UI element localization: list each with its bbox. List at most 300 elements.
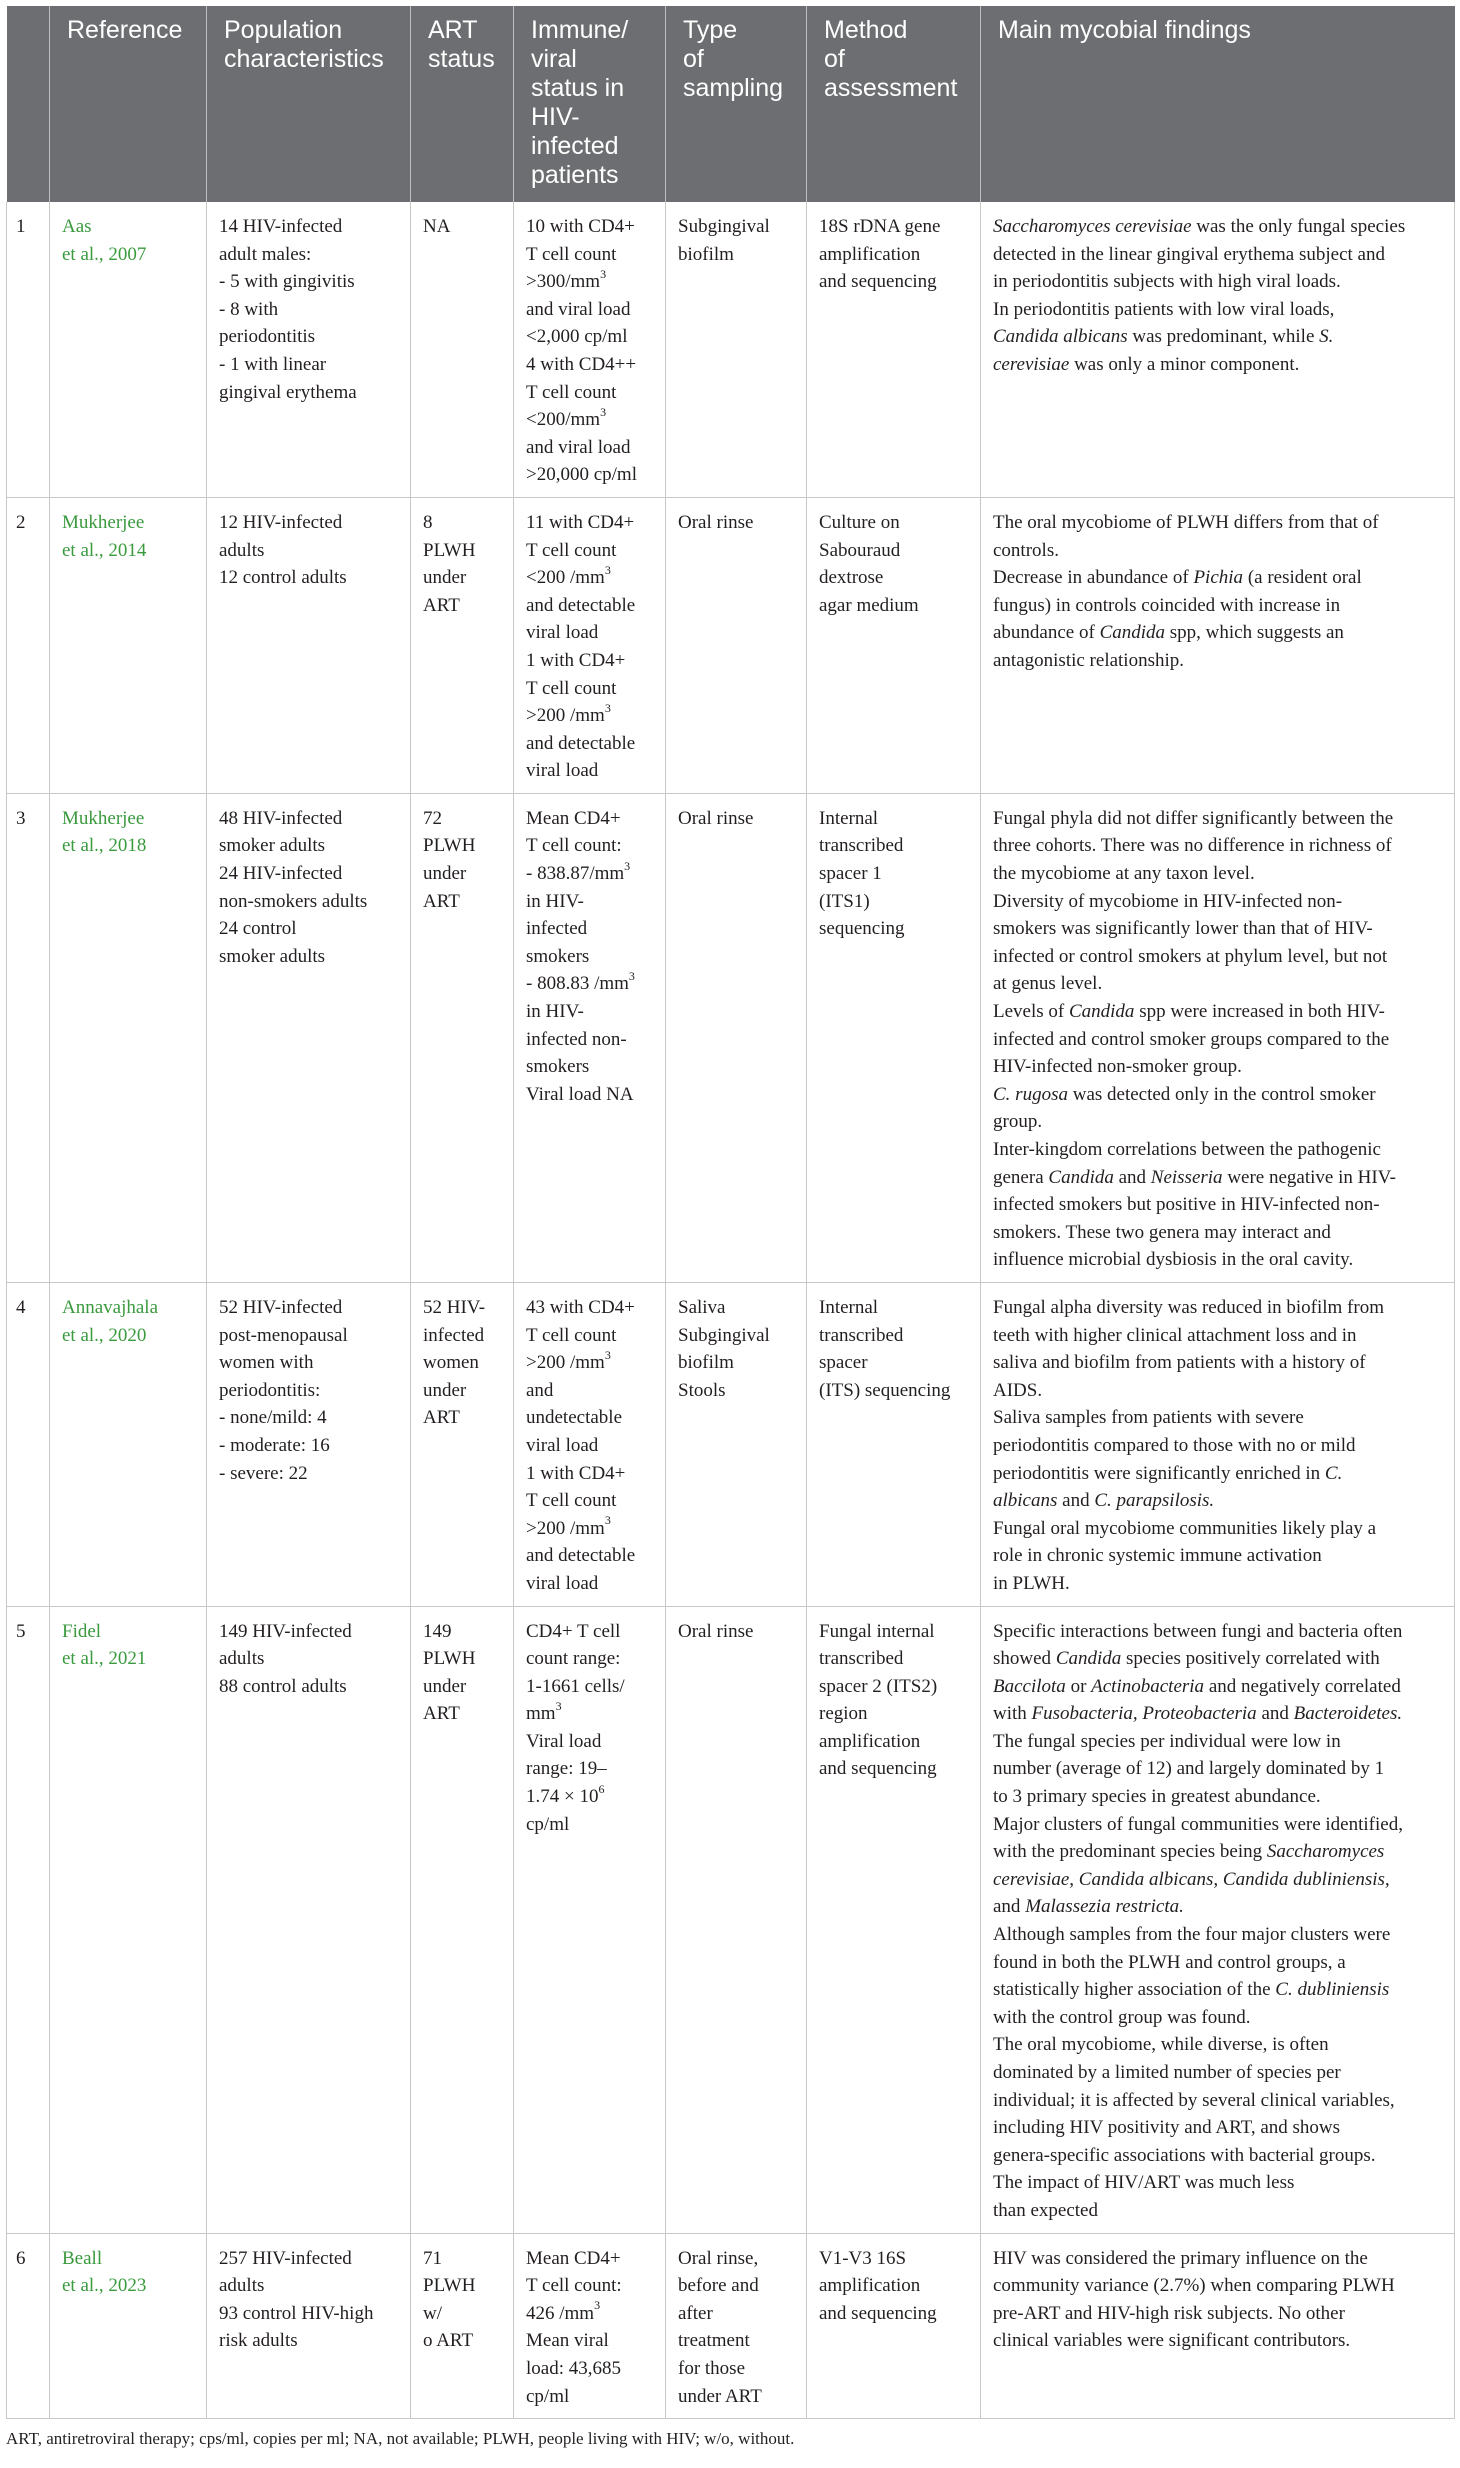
findings-text: or: [1065, 1675, 1092, 1697]
findings-text: the mycobiome at any taxon level.: [993, 863, 1255, 885]
findings-line: [993, 1893, 1446, 1921]
findings-line: [993, 2327, 1446, 2355]
superscript: 3: [555, 1698, 562, 1713]
findings-text: was only a minor component.: [1069, 353, 1300, 375]
immune-status-line: [526, 2245, 657, 2273]
findings-line: [993, 1921, 1446, 1949]
sampling-line: Saliva: [678, 1296, 726, 1318]
superscript: 3: [600, 404, 607, 419]
art-status-line: PLWH: [423, 835, 476, 857]
findings-text: antagonistic relationship.: [993, 649, 1185, 671]
method-line: V1-V3 16S: [819, 2247, 907, 2269]
findings-line: [993, 1542, 1446, 1570]
population-cell: [207, 1606, 411, 2233]
findings-line: [993, 2142, 1446, 2170]
population-line: 52 HIV-infected: [219, 1296, 343, 1318]
reference-line: et al., 2007: [62, 243, 147, 265]
immune-status-text: and detectable: [526, 594, 636, 616]
findings-line: [993, 1838, 1446, 1866]
findings-text: infected smokers but positive in HIV-infected non-: [993, 1194, 1380, 1216]
method-line: dextrose: [819, 567, 884, 589]
method-line: and sequencing: [819, 1758, 937, 1780]
immune-status-text: undetectable: [526, 1407, 623, 1429]
sampling-cell: [666, 2233, 807, 2419]
immune-status-line: [526, 943, 657, 971]
method-line: amplification: [819, 1730, 921, 1752]
findings-text: and: [1113, 1166, 1151, 1188]
col-header-sampling: [666, 6, 807, 202]
header-line: Population: [224, 16, 343, 44]
header-line: Type: [683, 16, 738, 44]
immune-status-text: T cell count: [526, 1324, 617, 1346]
sampling-cell: [666, 1282, 807, 1606]
species-name: Baccilota: [993, 1675, 1066, 1697]
findings-cell: [981, 497, 1455, 793]
findings-text: Fungal oral mycobiome communities likely play a: [993, 1517, 1377, 1539]
sampling-line: before and: [678, 2275, 759, 2297]
immune-status-line: [526, 2383, 657, 2411]
reference-line: Mukherjee: [62, 807, 145, 829]
header-line: assessment: [824, 74, 958, 102]
findings-line: [993, 1728, 1446, 1756]
findings-cell: [981, 1606, 1455, 2233]
immune-status-line: [526, 1404, 657, 1432]
reference-line: Beall: [62, 2247, 103, 2269]
findings-line: [993, 1164, 1446, 1192]
findings-text: periodontitis compared to those with no or mild: [993, 1434, 1356, 1456]
immune-status-text: T cell count: [526, 677, 617, 699]
immune-status-text: range: 19–: [526, 1758, 607, 1780]
col-header-reference: [50, 6, 207, 202]
sampling-line: Oral rinse: [678, 807, 754, 829]
population-line: non-smokers adults: [219, 890, 368, 912]
findings-text: role in chronic systemic immune activation: [993, 1545, 1322, 1567]
population-line: - none/mild: 4: [219, 1407, 327, 1429]
findings-line: [993, 564, 1446, 592]
population-line: 93 control HIV-high: [219, 2302, 374, 2324]
findings-text: abundance of: [993, 622, 1100, 644]
population-line: periodontitis: [219, 326, 316, 348]
findings-line: [993, 1219, 1446, 1247]
immune-status-text: in HIV-: [526, 1001, 584, 1023]
findings-text: periodontitis were significantly enriched in: [993, 1462, 1325, 1484]
findings-text: and negatively correlated: [1204, 1675, 1401, 1697]
reference-link[interactable]: [50, 497, 207, 793]
superscript: 6: [598, 1781, 605, 1796]
immune-status-text: <2,000 cp/ml: [526, 326, 628, 348]
immune-status-text: T cell count: [526, 1490, 617, 1512]
findings-line: [993, 1783, 1446, 1811]
method-line: (ITS1): [819, 890, 870, 912]
findings-text: and: [1057, 1490, 1095, 1512]
findings-text: number (average of 12) and largely dominated by 1: [993, 1758, 1385, 1780]
method-cell: [807, 793, 981, 1282]
species-name: C. parapsilosis.: [1094, 1490, 1215, 1512]
findings-line: [993, 2004, 1446, 2032]
findings-text: clinical variables were significant contributors.: [993, 2330, 1351, 2352]
method-line: spacer: [819, 1352, 868, 1374]
header-line: Reference: [67, 16, 183, 44]
findings-line: [993, 592, 1446, 620]
reference-line: Mukherjee: [62, 511, 145, 533]
immune-status-line: [526, 970, 657, 998]
table-body: [7, 202, 1455, 2419]
species-name: cerevisiae: [993, 353, 1070, 375]
findings-line: [993, 832, 1446, 860]
findings-line: [993, 1108, 1446, 1136]
sampling-line: for those: [678, 2357, 746, 2379]
findings-line: [993, 2272, 1446, 2300]
superscript: 3: [624, 858, 631, 873]
findings-text: In periodontitis patients with low viral loads,: [993, 298, 1335, 320]
art-status-line: PLWH: [423, 539, 476, 561]
findings-text: and: [1256, 1703, 1294, 1725]
species-name: C. rugosa: [993, 1083, 1068, 1105]
art-status-line: PLWH: [423, 2275, 476, 2297]
findings-line: [993, 1866, 1446, 1894]
superscript: 3: [594, 2298, 601, 2313]
art-status-line: 52 HIV-: [423, 1296, 486, 1318]
findings-line: [993, 1322, 1446, 1350]
art-status-line: ART: [423, 594, 460, 616]
art-status-line: 8: [423, 511, 433, 533]
reference-line: et al., 2023: [62, 2275, 147, 2297]
findings-text: smokers. These two genera may interact and: [993, 1221, 1331, 1243]
immune-status-text: 4 with CD4++: [526, 353, 637, 375]
findings-line: [993, 860, 1446, 888]
immune-status-text: 1.74 × 10: [526, 1786, 599, 1808]
findings-text: Although samples from the four major clusters were: [993, 1924, 1391, 1946]
method-line: Internal: [819, 1296, 879, 1318]
art-status-line: ART: [423, 1407, 460, 1429]
population-line: women with: [219, 1352, 314, 1374]
col-header-findings: [981, 6, 1455, 202]
immune-status-cell: [514, 497, 666, 793]
findings-line: [993, 619, 1446, 647]
findings-text: spp, which suggests an: [1165, 622, 1344, 644]
population-line: - severe: 22: [219, 1462, 308, 1484]
findings-text: showed: [993, 1648, 1056, 1670]
findings-line: [993, 1026, 1446, 1054]
population-line: 14 HIV-infected: [219, 216, 343, 237]
table-footnote: ART, antiretroviral therapy; cps/ml, copies per ml; NA, not available; PLWH, people living with HIV; w/o, without.: [6, 2429, 795, 2449]
art-status-line: under: [423, 1675, 467, 1697]
findings-line: [993, 509, 1446, 537]
sampling-cell: [666, 497, 807, 793]
population-line: smoker adults: [219, 835, 326, 857]
art-status-line: 149: [423, 1620, 452, 1642]
findings-line: [993, 805, 1446, 833]
art-status-line: PLWH: [423, 1648, 476, 1670]
method-line: transcribed: [819, 835, 904, 857]
immune-status-text: Viral load NA: [526, 1083, 634, 1105]
header-line: of: [824, 45, 845, 73]
immune-status-line: [526, 351, 657, 379]
reference-link[interactable]: [50, 2233, 207, 2419]
reference-link[interactable]: [50, 793, 207, 1282]
immune-status-text: infected non-: [526, 1028, 627, 1050]
immune-status-line: [526, 461, 657, 489]
findings-line: [993, 1432, 1446, 1460]
findings-line: [993, 1053, 1446, 1081]
findings-line: [993, 647, 1446, 675]
row-number: 1: [7, 202, 50, 497]
method-line: spacer 2 (ITS2): [819, 1675, 938, 1697]
table-row: [7, 793, 1455, 1282]
reference-line: et al., 2020: [62, 1324, 147, 1346]
method-line: amplification: [819, 243, 921, 265]
species-name: Candida: [1048, 1166, 1114, 1188]
immune-status-text: viral load: [526, 1572, 599, 1594]
art-status-cell: [411, 1606, 514, 2233]
header-line: viral: [531, 45, 577, 73]
findings-text: with the predominant species being: [993, 1841, 1267, 1863]
findings-cell: [981, 2233, 1455, 2419]
immune-status-line: [526, 1645, 657, 1673]
superscript: 3: [628, 969, 635, 984]
species-name: C. dubliniensis: [1275, 1979, 1390, 2001]
method-line: Fungal internal: [819, 1620, 935, 1642]
population-line: adult males:: [219, 243, 312, 265]
header-line: of: [683, 45, 704, 73]
immune-status-text: and: [526, 1379, 554, 1401]
method-line: spacer 1: [819, 863, 882, 885]
immune-status-text: 10 with CD4+: [526, 216, 635, 237]
header-line: HIV-: [531, 103, 580, 131]
immune-status-line: [526, 1377, 657, 1405]
findings-text: group.: [993, 1111, 1043, 1133]
method-line: transcribed: [819, 1324, 904, 1346]
immune-status-line: [526, 805, 657, 833]
method-cell: [807, 1282, 981, 1606]
art-status-line: ART: [423, 890, 460, 912]
header-line: status in: [531, 74, 625, 102]
method-cell: [807, 2233, 981, 2419]
immune-status-line: [526, 2272, 657, 2300]
species-name: Saccharomyces: [1266, 1841, 1385, 1863]
findings-text: community variance (2.7%) when comparing PLWH: [993, 2275, 1395, 2297]
population-line: 257 HIV-infected: [219, 2247, 352, 2269]
reference-link[interactable]: [50, 1606, 207, 2233]
row-number: 6: [7, 2233, 50, 2419]
immune-status-text: Viral load: [526, 1730, 602, 1752]
immune-status-line: [526, 1700, 657, 1728]
findings-text: were negative in HIV-: [1222, 1166, 1396, 1188]
findings-line: [993, 1673, 1446, 1701]
findings-line: [993, 1404, 1446, 1432]
findings-line: [993, 1700, 1446, 1728]
findings-line: [993, 1136, 1446, 1164]
sampling-line: after: [678, 2302, 713, 2324]
art-status-cell: [411, 1282, 514, 1606]
header-line: status: [428, 45, 495, 73]
immune-status-text: >300/mm: [526, 271, 601, 293]
immune-status-line: [526, 1053, 657, 1081]
findings-cell: [981, 793, 1455, 1282]
findings-text: infected or control smokers at phylum level, but not: [993, 945, 1388, 967]
immune-status-text: - 838.87/mm: [526, 863, 625, 885]
row-number: 4: [7, 1282, 50, 1606]
findings-text: HIV was considered the primary influence on the: [993, 2247, 1368, 2269]
reference-line: et al., 2021: [62, 1648, 147, 1670]
immune-status-line: [526, 1349, 657, 1377]
art-status-line: 72: [423, 807, 442, 829]
reference-link[interactable]: [50, 202, 207, 497]
findings-text: HIV-infected non-smoker group.: [993, 1056, 1242, 1078]
art-status-line: under: [423, 863, 467, 885]
art-status-line: women: [423, 1352, 479, 1374]
immune-status-cell: [514, 793, 666, 1282]
findings-text: was the only fungal species: [1191, 216, 1406, 237]
sampling-line: biofilm: [678, 243, 734, 265]
immune-status-text: >200 /mm: [526, 705, 605, 727]
findings-text: fungus) in controls coincided with increase in: [993, 594, 1341, 616]
findings-line: [993, 1515, 1446, 1543]
immune-status-text: smokers: [526, 1056, 590, 1078]
population-line: 12 control adults: [219, 567, 347, 589]
findings-line: [993, 2031, 1446, 2059]
findings-text: Fungal alpha diversity was reduced in biofilm from: [993, 1296, 1384, 1318]
findings-text: Decrease in abundance of: [993, 567, 1194, 589]
findings-line: [993, 1976, 1446, 2004]
findings-line: [993, 1294, 1446, 1322]
table-row: [7, 202, 1455, 497]
population-line: - moderate: 16: [219, 1434, 330, 1456]
species-name: S.: [1319, 326, 1334, 348]
species-name: Pichia: [1193, 567, 1244, 589]
findings-text: individual; it is affected by several clinical variables,: [993, 2089, 1395, 2111]
findings-text: The fungal species per individual were low in: [993, 1730, 1341, 1752]
sampling-line: Subgingival: [678, 216, 770, 237]
population-line: post-menopausal: [219, 1324, 348, 1346]
findings-text: was detected only in the control smoker: [1067, 1083, 1376, 1105]
header-line: sampling: [683, 74, 784, 102]
immune-status-line: [526, 1783, 657, 1811]
immune-status-line: [526, 1515, 657, 1543]
findings-line: [993, 1349, 1446, 1377]
immune-status-line: [526, 1294, 657, 1322]
population-line: 12 HIV-infected: [219, 511, 343, 533]
immune-status-line: [526, 1618, 657, 1646]
immune-status-text: T cell count: [526, 243, 617, 265]
method-line: sequencing: [819, 918, 905, 940]
findings-text: Diversity of mycobiome in HIV-infected non-: [993, 890, 1343, 912]
immune-status-text: in HIV-: [526, 890, 584, 912]
findings-line: [993, 1191, 1446, 1219]
findings-text: found in both the PLWH and control groups, a: [993, 1951, 1346, 1973]
findings-line: [993, 888, 1446, 916]
findings-text: genera: [993, 1166, 1049, 1188]
species-name: Malassezia restricta.: [1025, 1896, 1184, 1918]
header-line: Immune/: [531, 16, 629, 44]
immune-status-line: [526, 619, 657, 647]
immune-status-line: [526, 2327, 657, 2355]
col-header-art-status: [411, 6, 514, 202]
immune-status-line: [526, 241, 657, 269]
findings-text: to 3 primary species in greatest abundance.: [993, 1786, 1321, 1808]
findings-text: including HIV positivity and ART, and shows: [993, 2117, 1341, 2139]
sampling-cell: [666, 793, 807, 1282]
findings-text: The impact of HIV/ART was much less: [993, 2172, 1295, 2194]
sampling-line: Oral rinse: [678, 1620, 754, 1642]
population-cell: [207, 497, 411, 793]
species-name: Candida: [1055, 1648, 1122, 1670]
findings-text: with: [993, 1703, 1032, 1725]
findings-text: pre-ART and HIV-high risk subjects. No other: [993, 2302, 1345, 2324]
header-line: Main mycobial findings: [998, 16, 1251, 44]
findings-text: smokers was significantly lower than that of HIV-: [993, 918, 1373, 940]
findings-text: Specific interactions between fungi and bacteria often: [993, 1620, 1403, 1642]
species-name: Actinobacteria: [1091, 1675, 1205, 1697]
method-line: Internal: [819, 807, 879, 829]
species-name: albicans: [993, 1490, 1058, 1512]
immune-status-text: infected: [526, 918, 588, 940]
species-name: Neisseria: [1150, 1166, 1223, 1188]
row-number: 5: [7, 1606, 50, 2233]
art-status-line: infected: [423, 1324, 485, 1346]
population-line: adults: [219, 539, 265, 561]
document: [6, 6, 1454, 2449]
findings-line: [993, 2245, 1446, 2273]
immune-status-text: CD4+ T cell: [526, 1620, 621, 1642]
findings-line: [993, 1645, 1446, 1673]
population-line: risk adults: [219, 2330, 298, 2352]
findings-text: dominated by a limited number of species per: [993, 2062, 1341, 2083]
findings-line: [993, 2300, 1446, 2328]
immune-status-text: cp/ml: [526, 1813, 570, 1835]
header-line: Method: [824, 16, 908, 44]
immune-status-text: and detectable: [526, 1545, 636, 1567]
reference-link[interactable]: [50, 1282, 207, 1606]
immune-status-line: [526, 564, 657, 592]
reference-line: Fidel: [62, 1620, 102, 1642]
immune-status-line: [526, 1570, 657, 1598]
findings-text: Levels of: [993, 1001, 1069, 1023]
immune-status-text: T cell count: [526, 381, 617, 403]
findings-text: in periodontitis subjects with high viral loads.: [993, 271, 1341, 293]
col-header-immune-status: [514, 6, 666, 202]
findings-text: The oral mycobiome, while diverse, is often: [993, 2034, 1329, 2056]
population-line: periodontitis:: [219, 1379, 321, 1401]
immune-status-text: viral load: [526, 1434, 599, 1456]
art-status-cell: [411, 793, 514, 1282]
table-row: [7, 1606, 1455, 2233]
immune-status-line: [526, 213, 657, 241]
immune-status-text: <200 /mm: [526, 567, 605, 589]
findings-line: [993, 1618, 1446, 1646]
immune-status-text: 1-1661 cells/: [526, 1675, 625, 1697]
findings-line: [993, 2197, 1446, 2225]
population-line: gingival erythema: [219, 381, 357, 403]
population-line: 149 HIV-infected: [219, 1620, 352, 1642]
sampling-line: Oral rinse: [678, 511, 754, 533]
findings-text: controls.: [993, 539, 1059, 561]
art-status-line: under: [423, 1379, 467, 1401]
findings-text: species positively correlated with: [1121, 1648, 1380, 1670]
method-line: transcribed: [819, 1648, 904, 1670]
immune-status-cell: [514, 2233, 666, 2419]
findings-line: [993, 268, 1446, 296]
immune-status-cell: [514, 1282, 666, 1606]
population-line: - 1 with linear: [219, 353, 327, 375]
findings-line: [993, 970, 1446, 998]
art-status-line: NA: [423, 216, 451, 237]
findings-line: [993, 943, 1446, 971]
immune-status-text: T cell count:: [526, 2275, 622, 2297]
sampling-line: Oral rinse,: [678, 2247, 759, 2269]
findings-text: teeth with higher clinical attachment loss and in: [993, 1324, 1357, 1346]
col-header-number: [7, 6, 50, 202]
